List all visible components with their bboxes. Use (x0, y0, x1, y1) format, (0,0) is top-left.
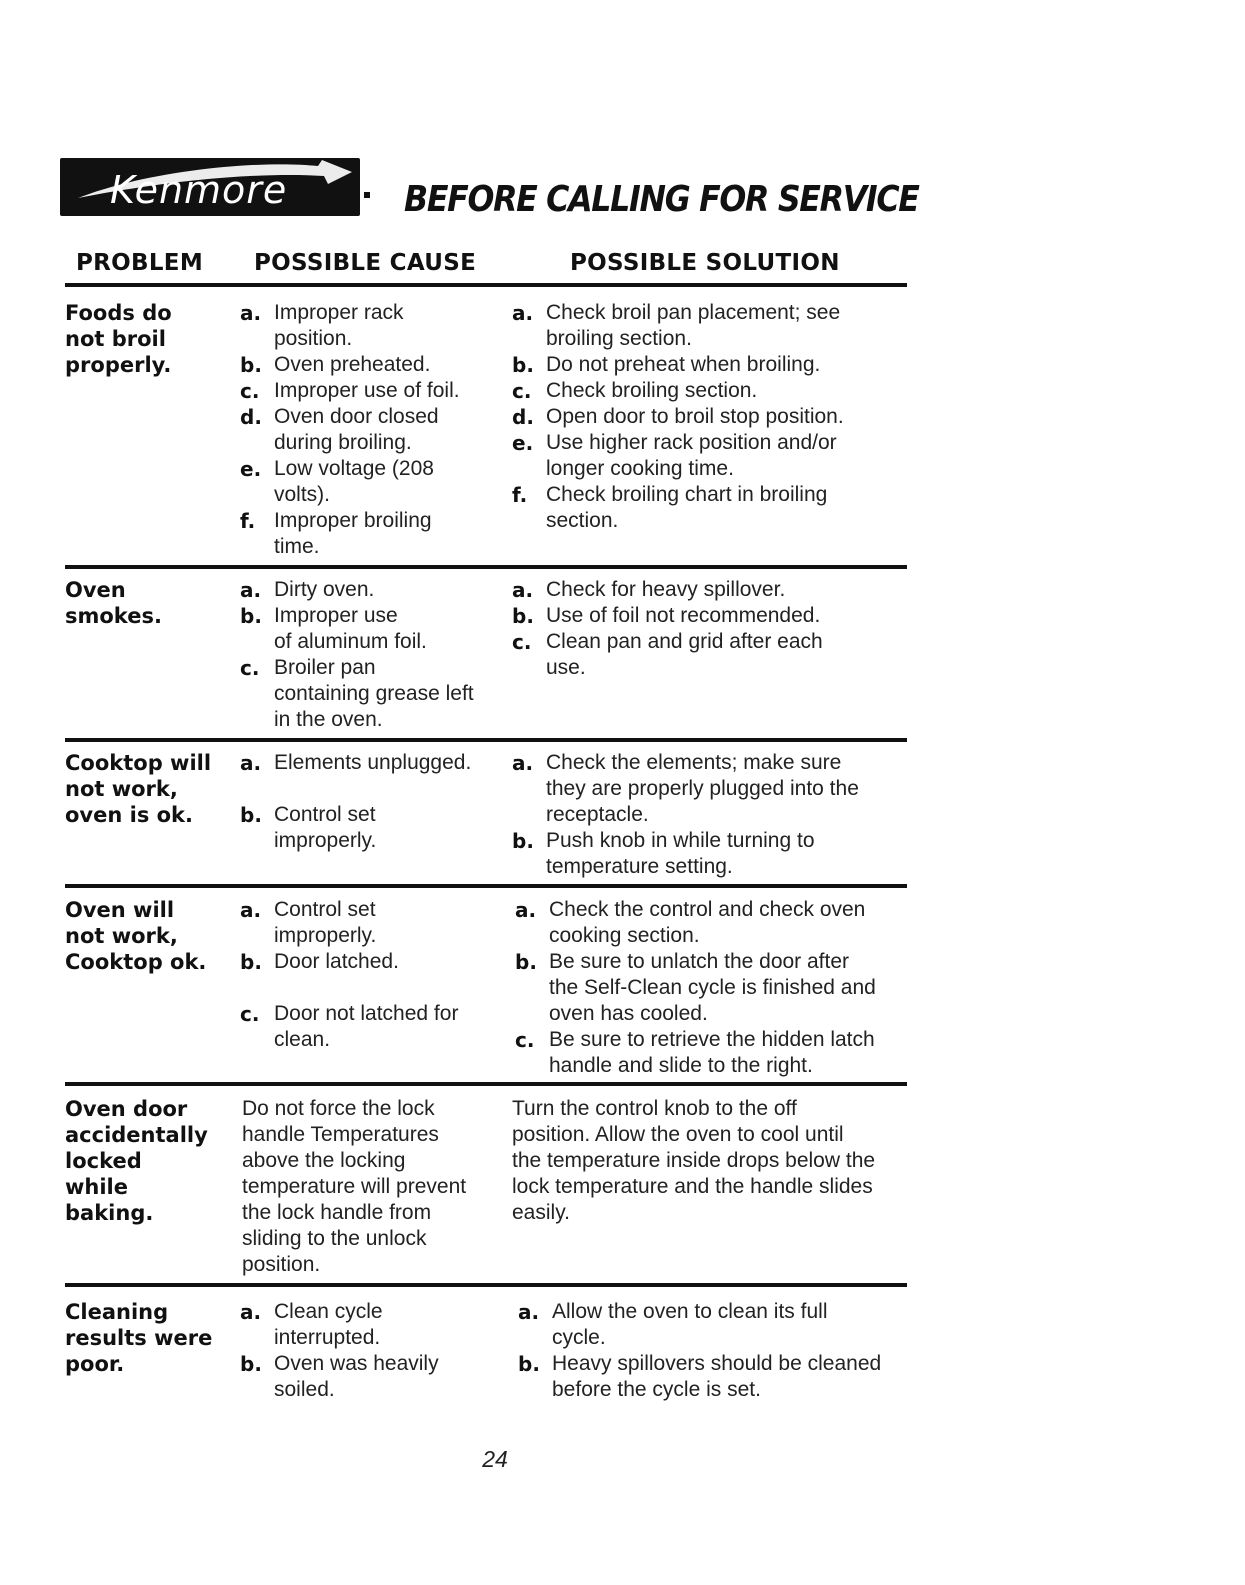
cause-text: Do not force the lock handle Temperatures above the locking temperature will prevent the lock handle from sliding to the unlock position. (242, 1097, 467, 1276)
problem-label: Cleaning results were poor. (65, 1300, 213, 1376)
item-text: Push knob in while turning to temperature setting. (546, 829, 815, 878)
item-letter: a. (240, 751, 262, 775)
item-letter: c. (515, 1028, 535, 1052)
list-item (240, 404, 505, 456)
item-text: Heavy spillovers should be cleaned before the cycle is set. (552, 1352, 882, 1401)
column-header-cause: POSSIBLE CAUSE (254, 250, 477, 276)
cause-list (240, 750, 505, 854)
row-divider (65, 884, 907, 888)
list-item (512, 828, 907, 880)
problem-label: Oven smokes. (65, 578, 162, 628)
item-text: Improper broiling time. (274, 509, 432, 558)
list-item (515, 897, 907, 949)
item-letter: c. (512, 630, 532, 654)
row-divider (65, 1283, 907, 1287)
item-letter: b. (240, 353, 262, 377)
column-header-solution: POSSIBLE SOLUTION (570, 250, 840, 276)
item-letter: e. (240, 457, 262, 481)
cause-list (240, 577, 505, 733)
item-text: Control set improperly. (274, 803, 377, 852)
item-text: Improper use of foil. (274, 379, 460, 402)
item-letter: e. (512, 431, 534, 455)
list-item (240, 1299, 505, 1351)
list-item (240, 750, 505, 802)
item-letter: a. (512, 578, 534, 602)
list-item (240, 603, 505, 655)
item-letter: f. (240, 509, 256, 533)
solution-list (512, 300, 907, 534)
solution-text: Turn the control knob to the off position. Allow the oven to cool until the temperature inside drops below the lock temperature and the handle slides easily. (512, 1097, 876, 1224)
item-text: Elements unplugged. (274, 751, 472, 774)
item-text: Do not preheat when broiling. (546, 353, 821, 376)
item-text: Door latched. (274, 950, 399, 973)
item-letter: b. (518, 1352, 540, 1376)
list-item (240, 655, 505, 733)
item-text: Check broil pan placement; see broiling section. (546, 301, 841, 350)
solution-list (515, 897, 907, 1079)
list-item (512, 750, 907, 828)
list-item (512, 352, 907, 378)
list-item (240, 352, 505, 378)
item-letter: b. (240, 604, 262, 628)
list-item (240, 456, 505, 508)
list-item (512, 577, 907, 603)
list-item (512, 378, 907, 404)
item-text: Improper use of aluminum foil. (274, 604, 427, 653)
item-text: Dirty oven. (274, 578, 375, 601)
cause-list (240, 897, 505, 1053)
list-item (240, 1001, 505, 1053)
list-item (515, 949, 907, 1027)
item-letter: a. (240, 898, 262, 922)
list-item (240, 300, 505, 352)
item-text: Be sure to retrieve the hidden latch handle and slide to the right. (549, 1028, 875, 1077)
problem-label: Oven will not work, Cooktop ok. (65, 898, 207, 974)
item-text: Be sure to unlatch the door after the Self-Clean cycle is finished and oven has cooled. (549, 950, 876, 1025)
item-letter: c. (240, 379, 260, 403)
item-letter: a. (512, 751, 534, 775)
list-item (240, 897, 505, 949)
item-letter: b. (515, 950, 537, 974)
cause-list (240, 300, 505, 560)
row-divider (65, 1082, 907, 1086)
item-letter: a. (240, 301, 262, 325)
item-text: Allow the oven to clean its full cycle. (552, 1300, 828, 1349)
item-text: Clean pan and grid after each use. (546, 630, 823, 679)
column-header-problem: PROBLEM (76, 250, 204, 276)
item-letter: a. (512, 301, 534, 325)
item-letter: a. (518, 1300, 540, 1324)
list-item (512, 629, 907, 681)
list-item (512, 482, 907, 534)
solution-list (512, 577, 907, 681)
page-title: BEFORE CALLING FOR SERVICE (404, 179, 919, 220)
item-text: Oven door closed during broiling. (274, 405, 439, 454)
list-item (512, 603, 907, 629)
item-text: Control set improperly. (274, 898, 377, 947)
kenmore-logo (60, 158, 360, 216)
list-item (518, 1351, 907, 1403)
item-letter: d. (512, 405, 534, 429)
item-text: Oven preheated. (274, 353, 431, 376)
item-text: Check the elements; make sure they are properly plugged into the receptacle. (546, 751, 859, 826)
item-text: Broiler pan containing grease left in the oven. (274, 656, 474, 731)
brand-name: Kenmore (110, 168, 288, 212)
item-text: Use higher rack position and/or longer cooking time. (546, 431, 837, 480)
item-text: Low voltage (208 volts). (274, 457, 434, 506)
list-item (515, 1027, 907, 1079)
problem-label: Oven door accidentally locked while baking. (65, 1097, 208, 1225)
item-letter: c. (240, 656, 260, 680)
list-item (240, 1351, 505, 1403)
solution-list (518, 1299, 907, 1403)
logo-dot (364, 192, 370, 198)
item-text: Check broiling chart in broiling section. (546, 483, 828, 532)
page-number: 24 (482, 1446, 508, 1472)
item-letter: b. (240, 803, 262, 827)
list-item (240, 949, 505, 1001)
item-letter: b. (240, 1352, 262, 1376)
list-item (518, 1299, 907, 1351)
item-text: Use of foil not recommended. (546, 604, 821, 627)
list-item (512, 430, 907, 482)
item-text: Check the control and check oven cooking section. (549, 898, 866, 947)
item-letter: b. (240, 950, 262, 974)
item-letter: c. (512, 379, 532, 403)
item-letter: a. (240, 1300, 262, 1324)
list-item (240, 378, 505, 404)
item-letter: f. (512, 483, 528, 507)
page-header (60, 158, 920, 220)
item-letter: c. (240, 1002, 260, 1026)
list-item (512, 300, 907, 352)
item-text: Clean cycle interrupted. (274, 1300, 383, 1349)
problem-label: Foods do not broil properly. (65, 301, 172, 377)
item-letter: b. (512, 604, 534, 628)
list-item (240, 802, 505, 854)
row-divider (65, 738, 907, 742)
item-text: Check for heavy spillover. (546, 578, 786, 601)
item-letter: d. (240, 405, 262, 429)
list-item (240, 508, 505, 560)
list-item (240, 577, 505, 603)
item-letter: b. (512, 829, 534, 853)
cause-list (240, 1299, 505, 1403)
header-divider (65, 283, 907, 287)
item-text: Open door to broil stop position. (546, 405, 844, 428)
problem-label: Cooktop will not work, oven is ok. (65, 751, 212, 827)
solution-list (512, 750, 907, 880)
row-divider (65, 565, 907, 569)
item-text: Check broiling section. (546, 379, 758, 402)
item-letter: a. (240, 578, 262, 602)
item-text: Improper rack position. (274, 301, 404, 350)
item-text: Oven was heavily soiled. (274, 1352, 439, 1401)
item-letter: a. (515, 898, 537, 922)
item-text: Door not latched for clean. (274, 1002, 459, 1051)
item-letter: b. (512, 353, 534, 377)
list-item (512, 404, 907, 430)
